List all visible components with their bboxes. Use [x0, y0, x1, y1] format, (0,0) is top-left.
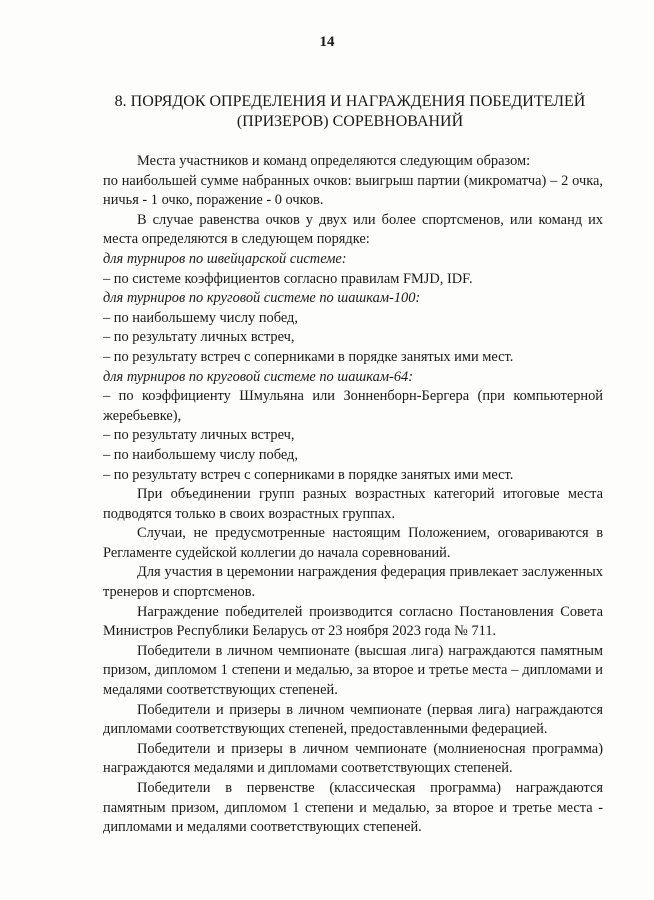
subheading: для турниров по круговой системе по шашкам-64: — [103, 368, 414, 385]
list-item: – по наибольшему числу побед, — [103, 446, 298, 463]
subheading: для турниров по круговой системе по шашкам-100: — [103, 290, 421, 307]
paragraph: В случае равенства очков у двух или более спортсменов, или команд их места определяются в следующем порядке: — [103, 211, 603, 248]
page-number: 14 — [319, 34, 335, 50]
paragraph: Победители и призеры в личном чемпионате (первая лига) награждаются дипломами соответствующих степеней, предоставленными федерацией. — [103, 701, 603, 738]
section-title-line-2: (ПРИЗЕРОВ) СОРЕВНОВАНИЙ — [236, 113, 464, 130]
section-title — [100, 92, 600, 132]
paragraph: по наибольшей сумме набранных очков: выигрыш партии (микроматча) – 2 очка, ничья - 1 очко, поражение - 0 очков. — [103, 172, 603, 209]
list-item: – по результату личных встреч, — [103, 427, 295, 444]
paragraph: Победители в первенстве (классическая программа) награждаются памятным призом, дипломом 1 степени и медалью, за второе и третье места - дипломами и медалями соответствующих степеней. — [103, 780, 603, 836]
list-item: – по системе коэффициентов согласно правилам FMJD, IDF. — [103, 270, 473, 287]
paragraph: Победители и призеры в личном чемпионате (молниеносная программа) награждаются медалями и дипломами соответствующих степеней. — [103, 740, 603, 777]
subheading: для турниров по швейцарской системе: — [103, 250, 347, 267]
list-item: – по результату встреч с соперниками в порядке занятых ими мест. — [103, 466, 514, 483]
paragraph: Награждение победителей производится согласно Постановления Совета Министров Республики Беларусь от 23 ноября 2023 года № 711. — [103, 603, 603, 640]
paragraph: Места участников и команд определяются следующим образом: — [137, 153, 531, 169]
section-title-line-1: 8. ПОРЯДОК ОПРЕДЕЛЕНИЯ И НАГРАЖДЕНИЯ ПОБЕДИТЕЛЕЙ — [114, 93, 586, 110]
list-item: – по коэффициенту Шмульяна или Зонненборн-Бергера (при компьютерной жеребьевке), — [103, 388, 603, 424]
paragraph: Победители в личном чемпионате (высшая лига) награждаются памятным призом, дипломом 1 степени и медалью, за второе и третье места – дипломами и медалями соответствующих степеней. — [103, 642, 603, 699]
document-body — [103, 152, 603, 838]
list-item: – по результату личных встреч, — [103, 329, 295, 346]
paragraph: Случаи, не предусмотренные настоящим Положением, оговариваются в Регламенте судейской коллегии до начала соревнований. — [103, 525, 603, 561]
paragraph: При объединении групп разных возрастных категорий итоговые места подводятся только в своих возрастных группах. — [103, 486, 603, 522]
list-item: – по наибольшему числу побед, — [103, 309, 298, 326]
paragraph: Для участия в церемонии награждения федерация привлекает заслуженных тренеров и спортсменов. — [103, 564, 603, 601]
list-item: – по результату встреч с соперниками в порядке занятых ими мест. — [103, 348, 514, 365]
